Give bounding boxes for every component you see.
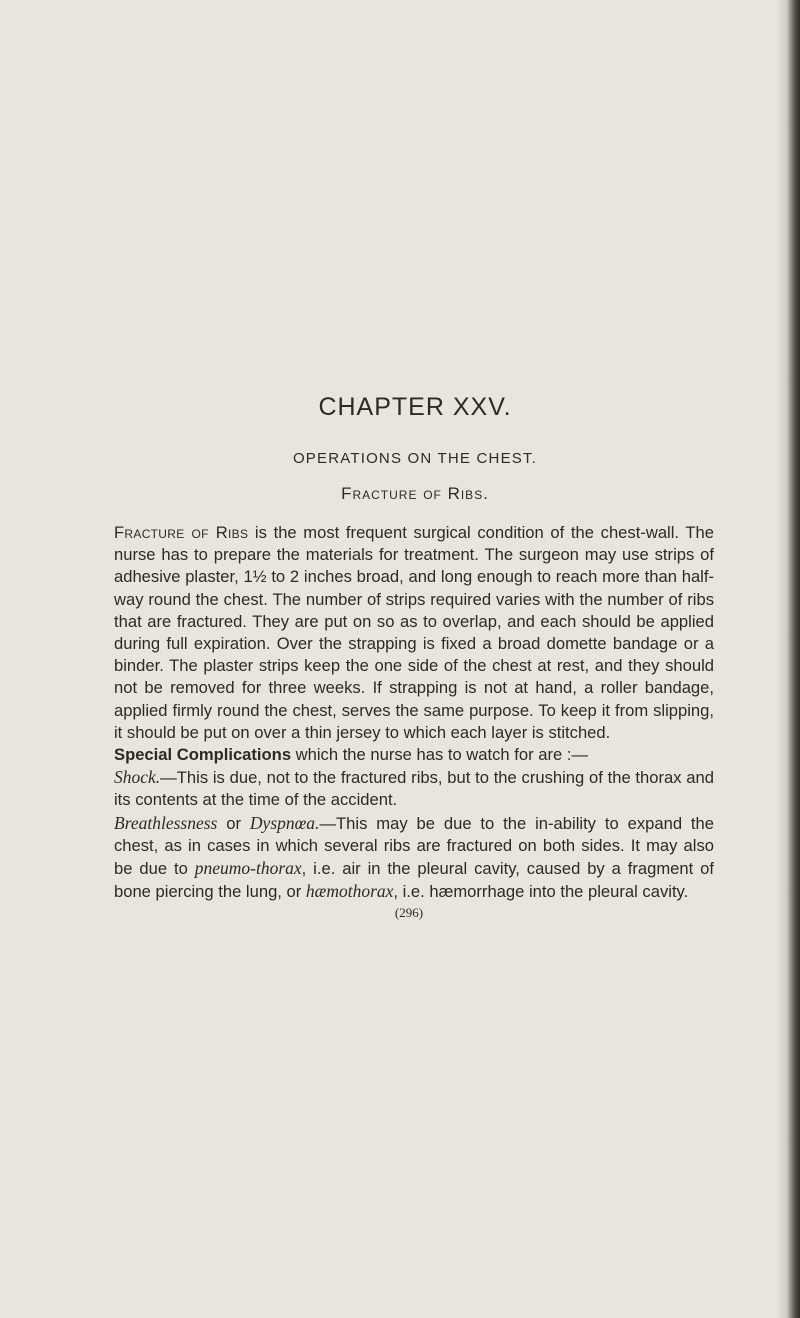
chapter-title: CHAPTER XXV. bbox=[318, 393, 512, 421]
paragraph-special-complications bbox=[114, 744, 714, 766]
binding-shadow bbox=[776, 0, 786, 1318]
paragraph-lead: Fracture of Ribs bbox=[114, 523, 249, 542]
bold-heading: Special Complications bbox=[114, 745, 292, 765]
paragraph-text: which the nurse has to watch for are :— bbox=[291, 745, 589, 765]
italic-term: Breathlessness bbox=[114, 812, 218, 833]
fraction-value: 1½ bbox=[243, 567, 267, 587]
section-title: OPERATIONS ON THE CHEST. bbox=[292, 450, 538, 467]
subsection-title: Fracture of Ribs. bbox=[341, 484, 489, 503]
body-text bbox=[114, 522, 714, 903]
paragraph-text: , i.e. air in the pleural cavity, caused by a fragment of bone piercing the lung, or bbox=[114, 859, 714, 902]
paragraph-text: —This is due, not to the fractured ribs, but to the crushing of the thorax and its contents at the time of the accident. bbox=[114, 768, 714, 810]
paragraph-text: is the most frequent surgical condition of the chest-wall. The nurse has to prepare the materials for treatment. The surgeon may use strips of adhesive plaster, bbox=[114, 523, 714, 587]
book-binding-edge bbox=[786, 0, 800, 1318]
paragraph-shock bbox=[114, 766, 714, 811]
italic-term: hæmothorax bbox=[305, 881, 394, 902]
italic-term: pneumo-thorax bbox=[194, 858, 302, 879]
italic-term: Dyspnœa. bbox=[249, 812, 320, 833]
paragraph-text: —This may be due to the in-ability to expand the chest, as in cases in which several ribs are fractured on both sides. It may also be due to bbox=[114, 813, 715, 879]
paragraph-breathlessness bbox=[114, 812, 714, 904]
paragraph-text: to 2 inches broad, and long enough to reach more than half-way round the chest. The number of strips required varies with the number of ribs that are fractured. They are put on so as to overlap, and each should be applied during full expiration. Over the strapping is fixed a broad domette bandage or a binder. The plaster strips keep the one side of the chest at rest, and they should not be removed for three weeks. If strapping is not at hand, a roller bandage, applied firmly round the chest, serves the same purpose. To keep it from slipping, it should be put on over a thin jersey to which each layer is stitched. bbox=[114, 567, 714, 742]
paragraph-fracture-of-ribs bbox=[114, 522, 714, 744]
paragraph-text: , i.e. hæmorrhage into the pleural cavity. bbox=[393, 882, 689, 902]
italic-term: Shock. bbox=[114, 767, 161, 788]
page-number: (296) bbox=[394, 905, 424, 920]
paragraph-text: or bbox=[217, 813, 250, 833]
